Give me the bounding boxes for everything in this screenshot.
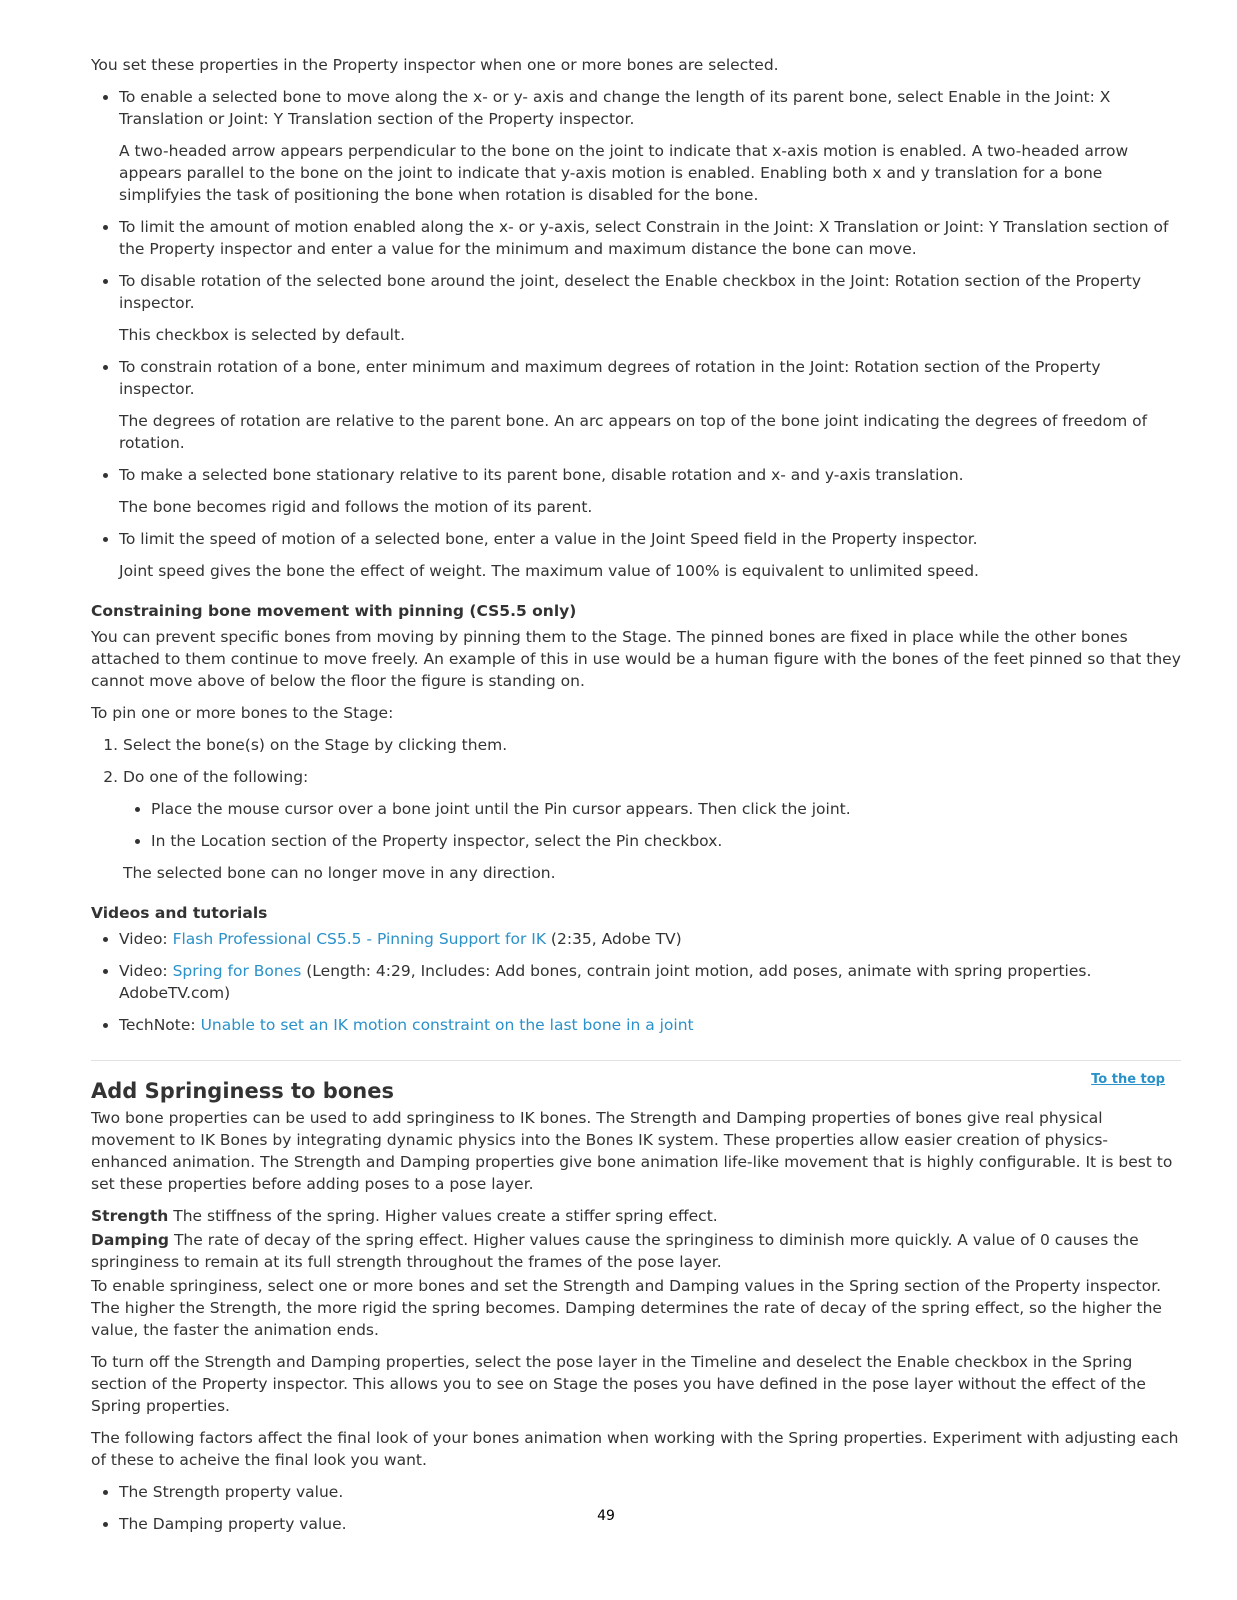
- list-item: • The Strength property value.: [119, 1481, 1181, 1503]
- pinning-lead: To pin one or more bones to the Stage:: [91, 704, 394, 722]
- intro-paragraph: You set these properties in the Property inspector when one or more bones are selected.: [91, 56, 779, 74]
- to-the-top-link[interactable]: To the top: [1091, 1072, 1165, 1087]
- springiness-heading: Add Springiness to bones: [91, 1079, 394, 1103]
- step-item: 2. Do one of the following: • Place the mouse cursor over a bone joint until the Pin cursor appears. Then click the joint. • In the Location section of the Property inspector, select the Pin checkbox.: [123, 766, 1181, 852]
- turn-off-springiness-paragraph: To turn off the Strength and Damping properties, select the pose layer in the Timeline and deselect the Enable checkbox in the Spring section of the Property inspector. This allows you to see on Stage the poses you have defined in the pose layer without the effect of the Spring properties.: [91, 1353, 1146, 1415]
- section-divider: [91, 1060, 1181, 1061]
- list-item-note: The bone becomes rigid and follows the motion of its parent.: [119, 498, 593, 516]
- videos-heading: Videos and tutorials: [91, 904, 268, 922]
- technote-link[interactable]: Unable to set an IK motion constraint on the last bone in a joint: [200, 1016, 694, 1034]
- list-item: • To constrain rotation of a bone, enter minimum and maximum degrees of rotation in the Joint: Rotation section of the Property inspector. The degrees of rotation are relative to the parent bone. An arc appears on top of the bone joint indicating the degrees of freedom of rotation.: [119, 356, 1181, 454]
- damping-definition: Damping The rate of decay of the spring effect. Higher values cause the springiness to diminish more quickly. A value of 0 causes the springiness to remain at its full strength throughout the frames of the pose layer.: [91, 1231, 1139, 1271]
- document-page: [91, 54, 1181, 1545]
- list-item-note: The degrees of rotation are relative to the parent bone. An arc appears on top of the bone joint indicating the degrees of freedom of rotation.: [119, 412, 1148, 452]
- list-item: • To limit the amount of motion enabled along the x- or y-axis, select Constrain in the Joint: X Translation or Joint: Y Translation section of the Property inspector and enter a value for the minimum and maximum distance the bone can move.: [119, 216, 1181, 260]
- page-number: 49: [597, 1508, 615, 1524]
- springiness-paragraph: Two bone properties can be used to add springiness to IK bones. The Strength and Damping properties of bones give real physical movement to IK Bones by integrating dynamic physics into the Bones IK system. These properties allow easier creation of physics-enhanced animation. The Strength and Damping properties give bone animation life-like movement that is highly configurable. It is best to set these properties before adding poses to a pose layer.: [91, 1109, 1173, 1193]
- list-item: • To enable a selected bone to move along the x- or y- axis and change the length of its parent bone, select Enable in the Joint: X Translation or Joint: Y Translation section of the Property inspector. A two-headed arrow appears perpendicular to the bone on the joint to indicate that x-axis motion is enabled. A two-headed arrow appears parallel to the bone on the joint to indicate that y-axis motion is enabled. Enabling both x and y translation for a bone simplifyies the task of positioning the bone when rotation is disabled for the bone.: [119, 86, 1181, 206]
- list-item: • To limit the speed of motion of a selected bone, enter a value in the Joint Speed field in the Property inspector. Joint speed gives the bone the effect of weight. The maximum value of 100% is equivalent to unlimited speed.: [119, 528, 1181, 582]
- factors-paragraph: The following factors affect the final look of your bones animation when working with the Spring properties. Experiment with adjusting each of these to acheive the final look you want.: [91, 1429, 1179, 1469]
- list-item-note: A two-headed arrow appears perpendicular to the bone on the joint to indicate that x-axis motion is enabled. A two-headed arrow appears parallel to the bone on the joint to indicate that y-axis motion is enabled. Enabling both x and y translation for a bone simplifyies the task of positioning the bone when rotation is disabled for the bone.: [119, 142, 1129, 204]
- pinning-paragraph: You can prevent specific bones from moving by pinning them to the Stage. The pinned bones are fixed in place while the other bones attached to them continue to move freely. An example of this in use would be a human figure with the bones of the feet pinned so that they cannot move above of below the floor the figure is standing on.: [91, 628, 1181, 690]
- strength-definition: Strength The stiffness of the spring. Higher values create a stiffer spring effect.: [91, 1207, 718, 1225]
- list-item-note: Joint speed gives the bone the effect of weight. The maximum value of 100% is equivalent to unlimited speed.: [119, 562, 979, 580]
- pinning-result: The selected bone can no longer move in any direction.: [123, 864, 556, 882]
- spring-for-bones-video-link[interactable]: Spring for Bones: [172, 962, 302, 980]
- pinning-heading: Constraining bone movement with pinning (CS5.5 only): [91, 602, 577, 620]
- springiness-section-header: [91, 1067, 1181, 1107]
- list-item: • TechNote: Unable to set an IK motion constraint on the last bone in a joint: [119, 1014, 1181, 1036]
- list-item: • Video: Spring for Bones (Length: 4:29, Includes: Add bones, contrain joint motion, add poses, animate with spring properties. AdobeTV.com): [119, 960, 1181, 1004]
- list-item: • To disable rotation of the selected bone around the joint, deselect the Enable checkbox in the Joint: Rotation section of the Property inspector. This checkbox is selected by default.: [119, 270, 1181, 346]
- sub-list-item: • Place the mouse cursor over a bone joint until the Pin cursor appears. Then click the joint.: [151, 798, 1181, 820]
- videos-list: [91, 928, 1181, 1036]
- pinning-support-video-link[interactable]: Flash Professional CS5.5 - Pinning Support for IK: [172, 930, 546, 948]
- enable-springiness-paragraph: To enable springiness, select one or more bones and set the Strength and Damping values in the Spring section of the Property inspector. The higher the Strength, the more rigid the spring becomes. Damping determines the rate of decay of the spring effect, so the higher the value, the faster the animation ends.: [91, 1277, 1162, 1339]
- step-sub-list: [123, 798, 1181, 852]
- list-item: • The Damping property value.: [119, 1513, 1181, 1535]
- pinning-steps: [91, 734, 1181, 852]
- list-item-note: This checkbox is selected by default.: [119, 326, 405, 344]
- step-item: 1. Select the bone(s) on the Stage by clicking them.: [123, 734, 1181, 756]
- bone-properties-list: [91, 86, 1181, 582]
- sub-list-item: • In the Location section of the Property inspector, select the Pin checkbox.: [151, 830, 1181, 852]
- list-item: • Video: Flash Professional CS5.5 - Pinning Support for IK (2:35, Adobe TV): [119, 928, 1181, 950]
- list-item: • To make a selected bone stationary relative to its parent bone, disable rotation and x- and y-axis translation. The bone becomes rigid and follows the motion of its parent.: [119, 464, 1181, 518]
